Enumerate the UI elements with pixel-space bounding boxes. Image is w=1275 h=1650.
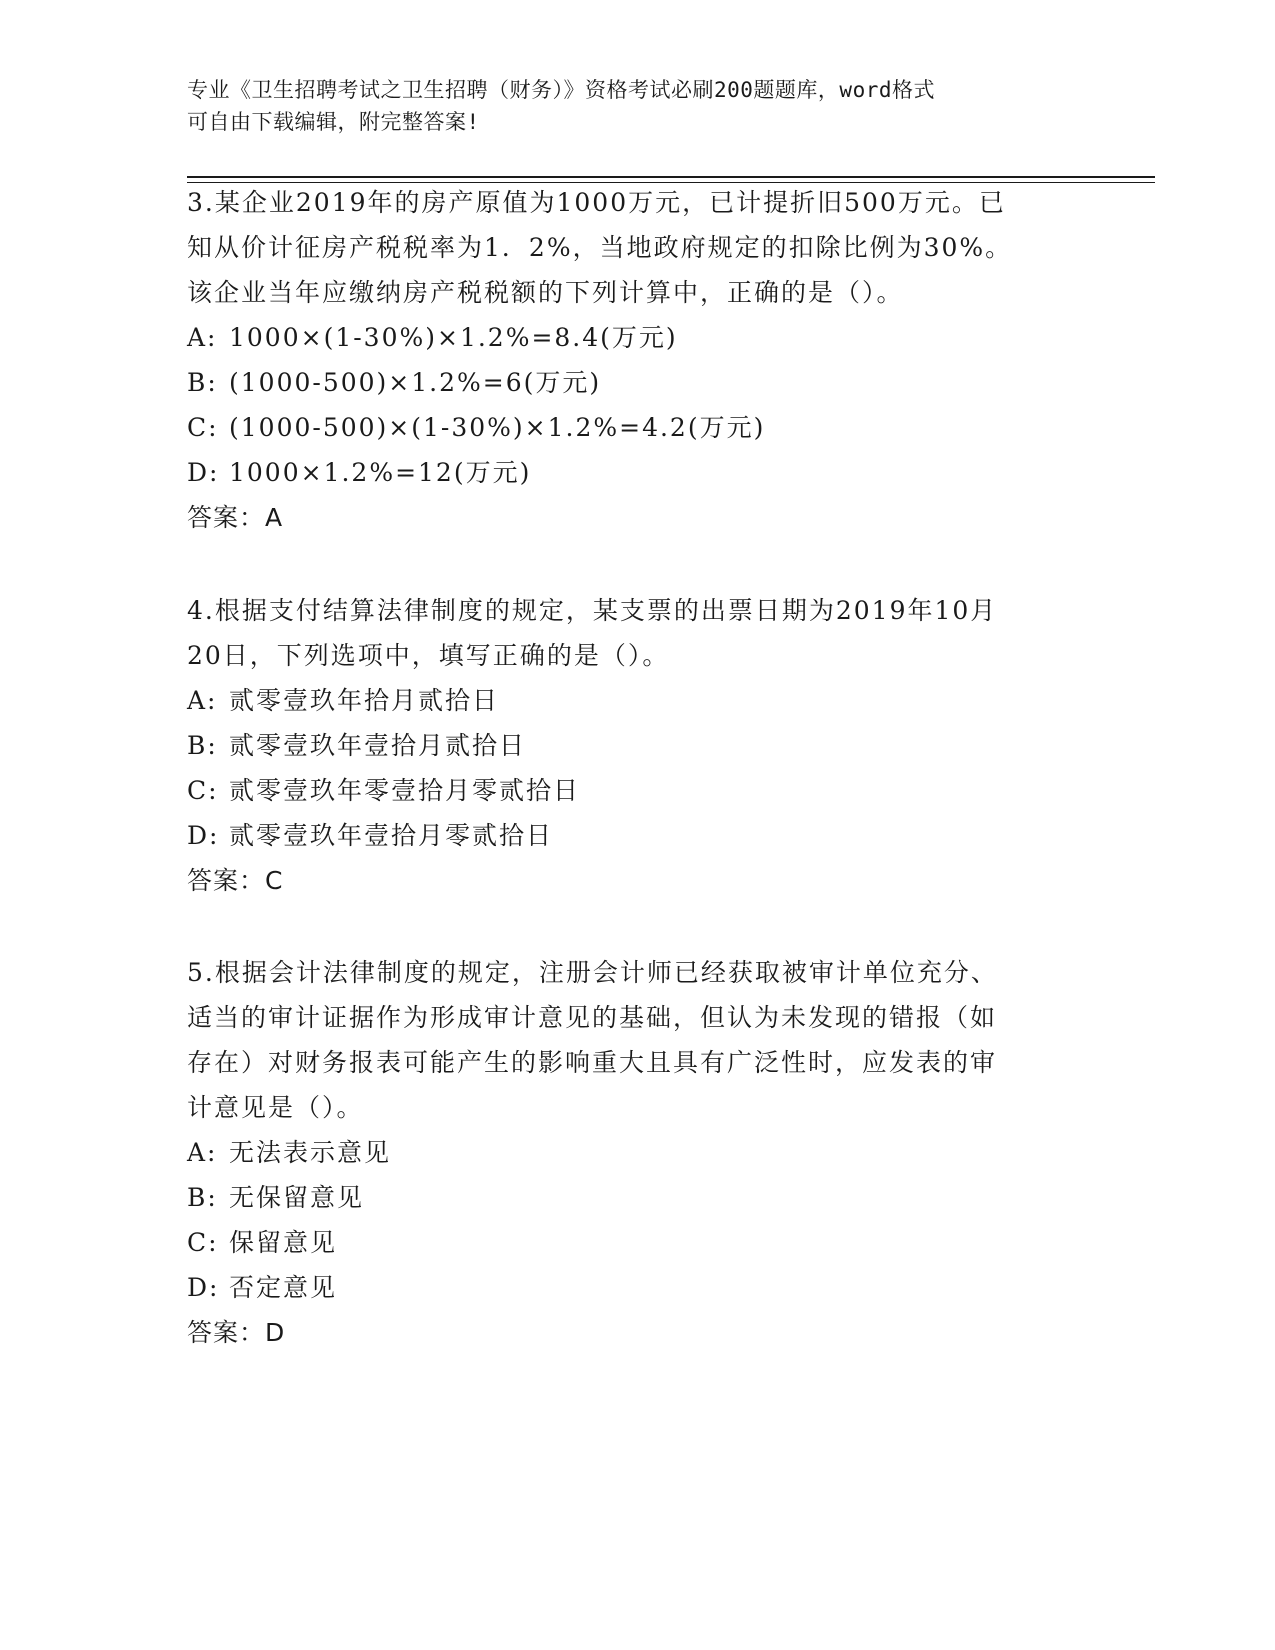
- answer-text: 答案：A: [187, 503, 284, 532]
- option-letter: B:: [187, 1183, 218, 1212]
- question-text-line: 20日，下列选项中，填写正确的是（）。: [187, 641, 670, 670]
- option-text: 贰零壹玖年壹拾月贰拾日: [229, 731, 527, 760]
- option-letter: C:: [187, 776, 219, 805]
- option-letter: B:: [187, 731, 218, 760]
- question-5: [187, 950, 1067, 1355]
- option-c: [187, 768, 1067, 813]
- option-d: [187, 813, 1067, 858]
- option-text: 保留意见: [229, 1228, 338, 1257]
- option-letter: A:: [187, 323, 218, 352]
- option-letter: A:: [187, 1138, 218, 1167]
- option-a: [187, 1130, 1067, 1175]
- header-line-2: 可自由下载编辑，附完整答案!: [187, 110, 480, 134]
- question-text-line: 计意见是（）。: [187, 1093, 364, 1122]
- option-text: 否定意见: [229, 1273, 338, 1302]
- option-letter: C:: [187, 413, 219, 442]
- option-text: (1000-500)×(1-30%)×1.2%=4.2(万元): [229, 413, 766, 442]
- option-text: 贰零壹玖年零壹拾月零贰拾日: [229, 776, 581, 805]
- header-divider-thick: [187, 176, 1155, 178]
- answer-text: 答案：D: [187, 1318, 286, 1347]
- question-text-line: 知从价计征房产税税率为1．2%，当地政府规定的扣除比例为30%。: [187, 233, 1013, 262]
- option-letter: B:: [187, 368, 218, 397]
- option-text: 1000×1.2%=12(万元): [229, 458, 532, 487]
- option-letter: D:: [187, 821, 220, 850]
- option-letter: D:: [187, 458, 220, 487]
- option-a: [187, 315, 1067, 360]
- question-4: [187, 588, 1067, 903]
- header-line-1: 专业《卫生招聘考试之卫生招聘（财务）》资格考试必刷200题题库，word格式: [187, 78, 935, 102]
- question-text-line: 该企业当年应缴纳房产税税额的下列计算中，正确的是（）。: [187, 278, 904, 307]
- option-c: [187, 1220, 1067, 1265]
- question-3: [187, 180, 1067, 540]
- option-text: 贰零壹玖年壹拾月零贰拾日: [229, 821, 554, 850]
- option-b: [187, 1175, 1067, 1220]
- option-text: 贰零壹玖年拾月贰拾日: [229, 686, 500, 715]
- document-header: [187, 74, 1067, 138]
- option-letter: A:: [187, 686, 218, 715]
- question-text-line: 适当的审计证据作为形成审计意见的基础，但认为未发现的错报（如: [187, 1003, 998, 1032]
- option-text: 1000×(1-30%)×1.2%=8.4(万元): [229, 323, 678, 352]
- option-a: [187, 678, 1067, 723]
- question-text-line: 5.根据会计法律制度的规定，注册会计师已经获取被审计单位充分、: [187, 958, 998, 987]
- option-d: [187, 450, 1067, 495]
- question-text-line: 存在）对财务报表可能产生的影响重大且具有广泛性时，应发表的审: [187, 1048, 998, 1077]
- answer-text: 答案：C: [187, 866, 284, 895]
- option-text: 无法表示意见: [229, 1138, 392, 1167]
- question-text-line: 4.根据支付结算法律制度的规定，某支票的出票日期为2019年10月: [187, 596, 998, 625]
- option-text: 无保留意见: [229, 1183, 365, 1212]
- option-text: (1000-500)×1.2%=6(万元): [229, 368, 602, 397]
- option-b: [187, 360, 1067, 405]
- option-b: [187, 723, 1067, 768]
- option-letter: C:: [187, 1228, 219, 1257]
- option-letter: D:: [187, 1273, 220, 1302]
- option-d: [187, 1265, 1067, 1310]
- option-c: [187, 405, 1067, 450]
- question-text-line: 3.某企业2019年的房产原值为1000万元，已计提折旧500万元。已: [187, 188, 1006, 217]
